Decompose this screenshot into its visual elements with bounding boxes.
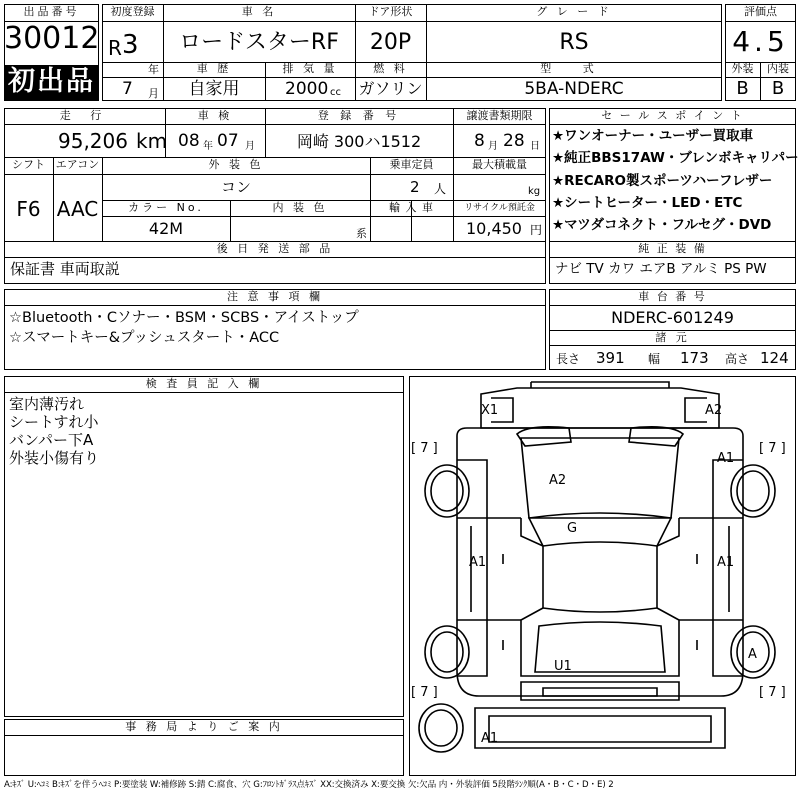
car-diagram: [409, 376, 796, 776]
first-listing-badge-text: 初出品: [8, 66, 95, 97]
spec-width-label: 幅: [648, 352, 661, 366]
registration-value: 岡崎 300ハ1512: [296, 132, 422, 151]
mark-u1-trunk: U1: [554, 659, 572, 674]
mileage-value: 95,206: [58, 129, 128, 153]
spec-length-label: 長さ: [556, 352, 581, 366]
first-reg-month-unit: 月: [148, 87, 159, 100]
sales-point-2: ★純正BBS17AW・ブレンボキャリパー: [552, 150, 799, 166]
first-reg-label: 初度登録: [110, 5, 155, 18]
recycle-value: 10,450: [466, 219, 522, 238]
car-name-value: ロードスターRF: [179, 30, 339, 55]
note-line-1: ☆Bluetooth・Cソナー・BSM・SCBS・アイストップ: [9, 310, 359, 326]
mark-g-glass: G: [567, 521, 578, 536]
tire-rear-right: [ 7 ]: [759, 685, 786, 700]
model-code-value: 5BA-NDERC: [524, 79, 624, 99]
int-color-unit: 系: [356, 227, 367, 240]
first-reg-month: 7: [122, 79, 133, 99]
tire-front-left: [ 7 ]: [411, 441, 438, 456]
inspector-line-2: シートすれ小: [9, 413, 99, 431]
inspection-month: 07: [217, 131, 239, 151]
displacement-unit: cc: [330, 87, 341, 98]
shift-value: F6: [16, 197, 41, 221]
score-value: 4.5: [732, 25, 789, 58]
grade-label: グ レ ー ド: [536, 5, 612, 18]
note-line-2: ☆スマートキー&プッシュスタート・ACC: [9, 330, 280, 346]
mileage-label: 走 行: [59, 109, 110, 122]
mark-a1-left-door: A1: [469, 555, 487, 570]
first-reg-era: R: [108, 36, 122, 60]
office-label: 事 務 局 よ り ご 案 内: [125, 720, 283, 733]
inspection-label: 車 検: [197, 109, 233, 122]
aircon-value: AAC: [56, 197, 99, 221]
mark-a1-right-front: A1: [717, 451, 735, 466]
mark-a2-front: A2: [705, 403, 723, 418]
model-code-label: 型 式: [540, 62, 608, 75]
int-score: B: [771, 78, 785, 99]
ext-score-label: 外装: [731, 62, 754, 75]
history-label: 車 歴: [196, 62, 232, 75]
mark-a1-rear-bumper: A1: [481, 731, 499, 746]
inspector-line-3: バンパー下A: [9, 431, 94, 449]
transfer-day: 28: [503, 131, 525, 151]
fuel-label: 燃 料: [373, 62, 408, 75]
notes-label: 注 意 事 項 欄: [227, 290, 323, 303]
door-label: ドア形状: [368, 5, 413, 18]
tire-rear-left: [ 7 ]: [411, 685, 438, 700]
damage-legend: A:ｷｽﾞ U:ﾍｺﾐ B:ｷｽﾞを伴うﾍｺﾐ P:要塗装 W:補修跡 S:錆 C:腐食、穴 G:ﾌﾛﾝﾄｶﾞﾗｽ点ｷｽﾞ XX:交換済み X:要交換 欠:欠品 内・外装評価 5段階ﾗﾝｸ順(A・B・C・D・E) 2: [4, 780, 614, 790]
registration-label: 登 録 番 号: [317, 109, 401, 122]
capacity-value: 2: [410, 178, 420, 196]
first-reg-year-unit: 年: [148, 63, 159, 76]
color-no-label: カラー No.: [128, 201, 204, 214]
mark-a1-right-door: A1: [717, 555, 735, 570]
inspector-label: 検 査 員 記 入 欄: [145, 377, 263, 390]
inspector-line-4: 外装小傷有り: [9, 449, 100, 467]
spec-height: 124: [760, 349, 789, 367]
capacity-unit: 人: [434, 182, 447, 196]
chassis-label: 車 台 番 号: [638, 290, 707, 303]
aircon-label: エアコン: [55, 158, 100, 171]
first-reg-year: 3: [122, 30, 139, 60]
later-parts-value: 保証書 車両取説: [10, 260, 120, 278]
door-value: 20P: [369, 30, 412, 55]
inspection-year: 08: [178, 131, 200, 151]
max-load-unit: kg: [528, 186, 541, 197]
mark-x1: X1: [481, 403, 499, 418]
sales-point-4: ★シートヒーター・LED・ETC: [552, 195, 743, 211]
max-load-label: 最大積載量: [472, 158, 527, 171]
fuel-value: ガソリン: [358, 79, 423, 98]
later-parts-label: 後 日 発 送 部 品: [216, 242, 334, 255]
car-name-label: 車 名: [241, 5, 277, 18]
history-value: 自家用: [188, 79, 240, 99]
transfer-month: 8: [474, 131, 485, 151]
ext-color-label: 外 装 色: [208, 158, 264, 171]
transfer-label: 譲渡書類期限: [466, 109, 533, 122]
lot-number-label: 出品番号: [23, 5, 80, 18]
mark-a-spare: A: [748, 647, 757, 662]
transfer-day-unit: 日: [530, 141, 540, 152]
sales-point-1: ★ワンオーナー・ユーザー買取車: [552, 128, 754, 144]
specs-label: 諸 元: [655, 331, 690, 344]
spec-height-label: 高さ: [725, 352, 750, 366]
shift-label: シフト: [12, 158, 45, 171]
grade-value: RS: [559, 30, 589, 55]
sales-point-3: ★RECARO製スポーツハーフレザー: [552, 173, 773, 189]
int-color-label: 内 装 色: [272, 201, 328, 214]
capacity-label: 乗車定員: [389, 158, 434, 171]
chassis-value: NDERC-601249: [611, 308, 734, 327]
displacement-label: 排 気 量: [282, 62, 338, 75]
equipment-label: 純 正 装 備: [638, 242, 707, 255]
color-no-value: 42M: [148, 219, 184, 238]
spec-length: 391: [596, 349, 625, 367]
score-label: 評価点: [744, 5, 777, 18]
recycle-label: リサイクル預託金: [464, 203, 535, 213]
int-score-label: 内装: [767, 62, 789, 75]
inspector-line-1: 室内薄汚れ: [9, 395, 85, 413]
ext-score: B: [736, 78, 749, 99]
displacement-value: 2000: [285, 79, 329, 99]
sales-points-label: セ ー ル ス ポ イ ン ト: [601, 109, 744, 122]
sales-point-5: ★マツダコネクト・フルセグ・DVD: [552, 217, 772, 233]
inspection-month-unit: 月: [245, 141, 255, 152]
import-label: 輸 入 車: [389, 201, 434, 214]
transfer-month-unit: 月: [488, 141, 498, 152]
recycle-unit: 円: [530, 223, 543, 237]
tire-front-right: [ 7 ]: [759, 441, 786, 456]
spec-width: 173: [680, 349, 709, 367]
lot-number: 30012: [4, 21, 100, 56]
equipment-value: ナビ TV カワ エアB アルミ PS PW: [555, 261, 767, 277]
mark-a2-hood: A2: [549, 473, 567, 488]
ext-color-value: コン: [220, 178, 251, 196]
mileage-unit: km: [136, 129, 168, 153]
inspection-year-unit: 年: [203, 141, 213, 152]
